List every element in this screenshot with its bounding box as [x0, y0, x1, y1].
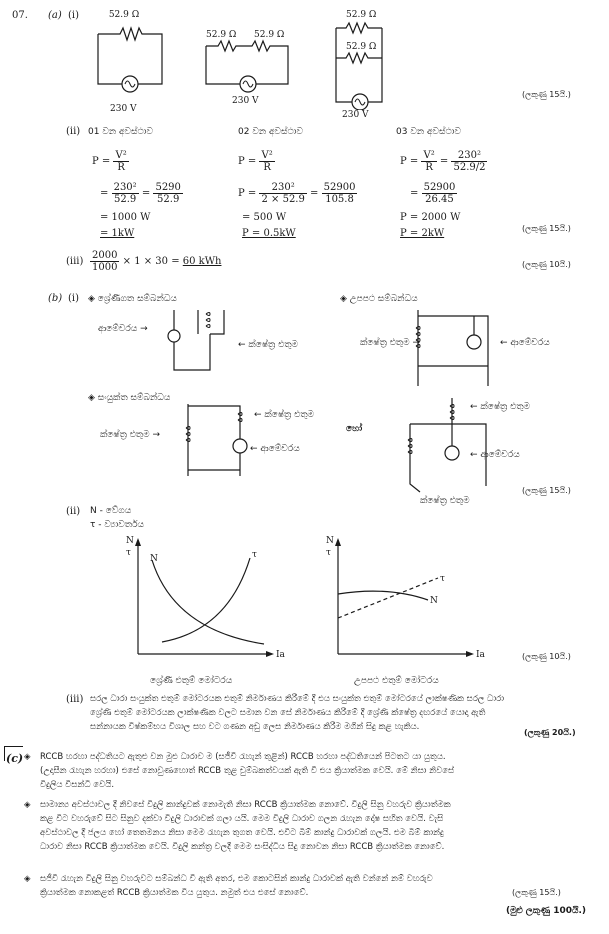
series-graph-curve-n-label: N [150, 554, 158, 564]
shunt-motor-graph [318, 534, 478, 670]
part-a-ii-label: (ii) [66, 126, 81, 137]
circuit3-resistor2-label: 52.9 Ω [346, 42, 377, 52]
series-graph-axis-ia: Ia [276, 650, 285, 660]
series-conn-heading: ◈ ශ්‍රේණිගත සම්බන්ධය [88, 294, 177, 304]
shunt-graph-axis-tau: τ [326, 548, 331, 558]
case2-result-w: = 500 W [242, 212, 287, 223]
case1-heading: 01 වන අවස්ථාව [88, 127, 153, 137]
circuit3-voltage: 230 V [342, 110, 369, 120]
marks-b-i: (ලකුණු 15යි.) [522, 486, 571, 495]
compound2-shunt-field-label: ක්ෂේත්‍ර එතුම [420, 496, 470, 506]
marks-a-iii: (ලකුණු 10යි.) [522, 260, 571, 269]
circuit1-diagram [90, 20, 170, 100]
series-connection-diagram [160, 306, 240, 382]
case3-result-kw: P = 2kW [400, 228, 445, 239]
case1-result-w: = 1000 W [100, 212, 151, 223]
marks-b-ii: (ලකුණු 10යි.) [522, 652, 571, 661]
series-motor-caption: ශ්‍රේණි එතුම් මෝටරය [150, 676, 233, 686]
compound1-armature-label: ← ආමේචරය [250, 444, 300, 454]
case2-heading: 02 වන අවස්ථාව [238, 127, 303, 137]
compound1-armature-icon [233, 439, 247, 453]
compound1-shunt-field-label: ක්ෂේත්‍ර එතුම → [100, 430, 160, 440]
case3-formula: P = $\frac{\text{V²}}{R}$ = $\frac{\text{230²}}{52.9/2}$ [400, 150, 486, 173]
c-paragraph-3: සජීවී රැහැන විදුලි සිනු වහරුවට සම්බන්ධ වී ඇති අතර, එම කොටසින් කාන්දු ධාරාවක් ඇති වන්නේ නම් වහරුව ක්‍රියාත්මක නොකළත් RCCB ක්‍රියාත්මක විය යුතුය. නමුත් එය එසේ නොවේ. [40, 874, 433, 898]
case1-substitution: = $\frac{\text{230²}}{52.9}$ = $\frac{5290}{52.9}$ [100, 182, 181, 205]
energy-calculation: $\frac{2000}{1000}$ × 1 × 30 = 60 kWh [92, 250, 222, 273]
compound-conn-heading: ◈ සංයුක්ත සම්බන්ධය [88, 393, 171, 403]
case3-result-w: P = 2000 W [400, 212, 461, 223]
part-b-iii-label: (iii) [66, 694, 84, 705]
circuit2-resistor2-label: 52.9 Ω [254, 30, 285, 40]
c-bullet-1: ◈ [24, 752, 31, 762]
part-b-i-label: (i) [68, 293, 80, 304]
series-field-label: ← ක්ෂේත්‍ර එතුම [238, 340, 298, 350]
circuit3-resistor1-label: 52.9 Ω [346, 10, 377, 20]
question-number: 07. [12, 10, 28, 21]
shunt-armature-label: ← ආමේචරය [500, 338, 550, 348]
marks-c: (ලකුණු 15යි.) [512, 888, 561, 897]
series-graph-axis-tau: τ [126, 548, 131, 558]
shunt-graph-curve-n-label: N [430, 596, 438, 606]
shunt-conn-heading: ◈ උපපථ සම්බන්ධය [340, 294, 418, 304]
c-paragraph-2: සාමාන්‍ය අවස්ථාවල දී නිවසේ විදුලි කාන්දුවක් නොමැති නිසා RCCB ක්‍රියාත්මක නොවේ. විදුලි සිනු වහරුව ක්‍රියාත්මක කළ විට වහරුවේ සිට සිනුව දක්වා විදුලි ධාරාවක් ගලා යයි. මෙම විදුලි ධාරාව ගලන රැහැන දෝෂ සහිත වෙයි. වැසි අවස්ථාවල දී ජලය හෝ තෙතමනය නිසා මෙම රැහැන තුගත වෙයි. එවිට බිම් කාන්දු ධාරාවක් ගලයි. එම බිම් කාන්දු ධාරාව නිසා RCCB ක්‍රියාත්මක වෙයි. විදුලි කන්ත්‍ර වලදී මෙම සංසිද්ධිය සිදු නොවන නිසා RCCB ක්‍රියාත්මක නොවේ. [40, 800, 451, 852]
b-iii-text: සරල ධාරා සංයුක්ත එතුම් මෝටරයක එතුම් නිර්මාණය කිරීමේ දී එය සංයුක්ත එතුම් මෝටරයේ ලාක්ෂණික සරල ධාරා ශ්‍රේණි එතුම් මෝටරයක ලාක්ෂණික වලට සමාන වන සේ නිර්මාණය කිරීමේ දී ශ්‍රේණි ක්ෂේත්‍ර දඟරයේ යොදා ඇති සන්නායක විෂ්කම්භය විශාල සහ වට ගණන අඩු ලෙස නිර්මාණය කිරීම මගින් සිදු කළ හැකිය. [90, 694, 505, 732]
circuit3-diagram [330, 20, 394, 110]
circuit2-resistor1-label: 52.9 Ω [206, 30, 237, 40]
shunt-connection-diagram [398, 306, 498, 390]
part-b-ii-label: (ii) [66, 506, 81, 517]
series-torque-curve [162, 558, 250, 642]
marks-b-iii: (ලකුණු 20යි.) [524, 728, 576, 737]
part-a-label: (a) [48, 10, 62, 21]
series-armature-icon [168, 330, 180, 342]
part-a-i-label: (i) [68, 10, 80, 21]
circuit1-voltage: 230 V [110, 104, 137, 114]
circuit2-voltage: 230 V [232, 96, 259, 106]
circuit1-wire-left [98, 34, 122, 84]
series-graph-curve-tau-label: τ [252, 550, 257, 560]
compound2-armature-label: ← ආමේචරය [470, 450, 520, 460]
marks-a-i: (ලකුණු 15යි.) [522, 90, 571, 99]
marks-total: (මුළු ලකුණු 100යි.) [506, 906, 587, 916]
series-speed-curve [152, 560, 264, 644]
shunt-graph-curve-tau-label: τ [440, 574, 445, 584]
series-armature-label: ආමේචරය → [98, 324, 148, 334]
case3-substitution: = $\frac{52900}{26.45}$ [410, 182, 456, 205]
marks-a-ii: (ලකුණු 15යි.) [522, 224, 571, 233]
part-c-label: (c) [6, 752, 24, 765]
part-b-label: (b) [48, 293, 63, 304]
shunt-armature-icon [467, 335, 481, 349]
case2-result-kw: P = 0.5kW [242, 228, 296, 239]
case1-result-kw: = 1kW [100, 228, 135, 239]
case1-formula: P = $\frac{\text{V²}}{R}$ [92, 150, 127, 173]
or-word: හෝ [346, 424, 363, 434]
case2-formula: P = $\frac{\text{V²}}{R}$ [238, 150, 273, 173]
series-graph-axis-n: N [126, 536, 134, 546]
c-bullet-3: ◈ [24, 874, 31, 884]
shunt-motor-caption: උපපථ එතුම් මෝටරය [354, 676, 439, 686]
c-bullet-2: ◈ [24, 800, 31, 810]
c-paragraph-1: RCCB හරහා පද්ධතියට ඇතුළු වන මුළු ධාරාව ම (සජීවී රැහැන් තුළින්) RCCB හරහා පද්ධතියෙන් පිටතට යා යුතුය. (උදාසීන රැහැන හරහා) එසේ නොවුණහොත් RCCB තුළ චුම්බකත්වයක් ඇති වී එය ක්‍රියාත්මක වෙයි. මේ නිසා නිවසේ විදුලිය විසන්ධි වෙයි. [40, 752, 455, 790]
compound1-series-field-label: ← ක්ෂේත්‍ර එතුම [254, 410, 314, 420]
n-legend: N - වේගය [90, 506, 132, 516]
circuit2-diagram [200, 38, 296, 98]
part-a-iii-label: (iii) [66, 256, 84, 267]
case3-heading: 03 වන අවස්ථාව [396, 127, 461, 137]
shunt-graph-axis-n: N [326, 536, 334, 546]
compound2-series-field-label: ← ක්ෂේත්‍ර එතුම [470, 402, 530, 412]
series-field-coil-icon [206, 313, 210, 328]
shunt-graph-axis-ia: Ia [476, 650, 485, 660]
case2-substitution: P = $\frac{\text{230²}}{2 \times 52.9}$ = $\frac{52900}{105.8}$ [238, 182, 356, 205]
circuit1-resistor-label: 52.9 Ω [108, 10, 140, 20]
shunt-speed-curve [338, 591, 428, 600]
compound2-armature-icon [445, 446, 459, 460]
shunt-field-label: ක්ෂේත්‍ර එතුම → [360, 338, 420, 348]
tau-legend: τ - ව්‍යාවර්තය [90, 520, 144, 530]
